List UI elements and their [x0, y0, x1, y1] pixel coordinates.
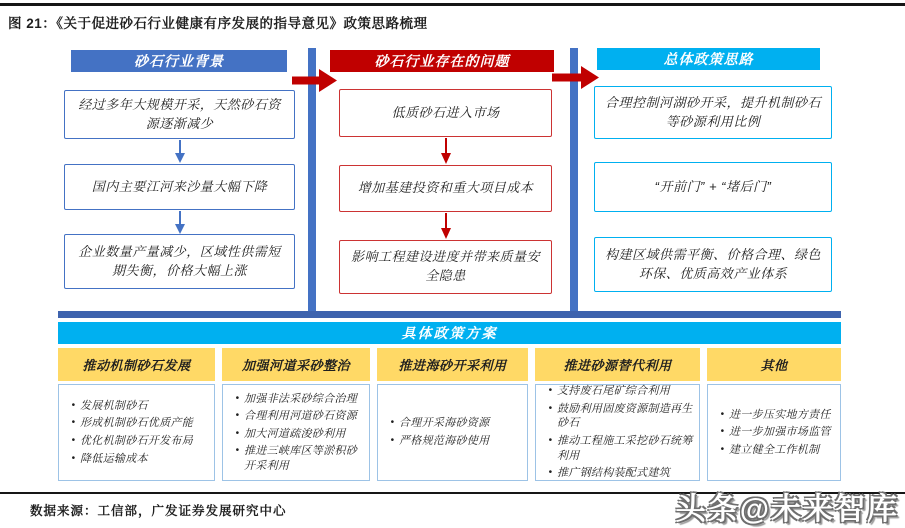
- background-box: 国内主要江河来沙量大幅下降: [64, 164, 295, 210]
- list-item: • 形成机制砂石优质产能: [67, 416, 210, 431]
- list-item: • 加强非法采砂综合治理: [231, 392, 365, 407]
- policy-column-header: 总体政策思路: [597, 48, 820, 70]
- watermark: 头条@未来智库: [675, 493, 899, 526]
- group-items-1: [222, 384, 370, 481]
- down-arrow-icon: [174, 140, 186, 163]
- group-header-1: 加强河道采砂整治: [222, 348, 370, 381]
- list-item: • 鼓励利用固废资源制造再生砂石: [544, 402, 695, 431]
- down-arrow-icon: [174, 211, 186, 234]
- group-header-2: 推进海砂开采利用: [377, 348, 528, 381]
- list-item: • 支持废石尾矿综合利用: [544, 384, 695, 399]
- bullet-icon: •: [235, 427, 240, 439]
- bullet-icon: •: [235, 410, 240, 422]
- section-bar: [58, 311, 841, 318]
- problems-column-header: 砂石行业存在的问题: [330, 50, 554, 72]
- group-items-3: [535, 384, 700, 481]
- problem-box: 增加基建投资和重大项目成本: [339, 165, 552, 212]
- right-arrow-icon: [292, 69, 337, 92]
- bullet-icon: •: [71, 417, 76, 429]
- group-header-4: 其他: [707, 348, 841, 381]
- source-note: 数据来源：工信部，广发证券发展研究中心: [30, 504, 287, 518]
- list-item: • 降低运输成本: [67, 452, 210, 467]
- bullet-icon: •: [720, 443, 725, 455]
- group-items-2: [377, 384, 528, 481]
- list-item: • 优化机制砂石开发布局: [67, 434, 210, 449]
- bullet-icon: •: [71, 435, 76, 446]
- bullet-icon: •: [548, 385, 553, 397]
- policy-box: 构建区域供需平衡、价格合理、绿色环保、优质高效产业体系: [594, 237, 832, 292]
- bullet-icon: •: [548, 435, 553, 446]
- list-item: • 建立健全工作机制: [716, 443, 836, 458]
- top-rule: [0, 3, 905, 6]
- bullet-icon: •: [390, 417, 395, 429]
- group-items-0: [58, 384, 215, 481]
- background-column-header: 砂石行业背景: [71, 50, 287, 72]
- bullet-icon: •: [390, 435, 395, 446]
- list-item: • 合理开采海砂资源: [386, 416, 523, 431]
- bullet-icon: •: [235, 392, 240, 404]
- group-header-3: 推进砂源替代利用: [535, 348, 700, 381]
- list-item: • 进一步压实地方责任: [716, 408, 836, 423]
- policy-box: 合理控制河湖砂开采，提升机制砂石等砂源利用比例: [594, 86, 832, 139]
- group-items-4: [707, 384, 841, 481]
- bullet-icon: •: [720, 408, 725, 420]
- bullet-icon: •: [720, 426, 725, 438]
- policy-box: “开前门” + “堵后门”: [594, 162, 832, 212]
- list-item: • 加大河道疏浚砂利用: [231, 427, 365, 442]
- list-item: • 推广钢结构装配式建筑: [544, 466, 695, 481]
- group-header-0: 推动机制砂石发展: [58, 348, 215, 381]
- figure-title: 图 21：《关于促进砂石行业健康有序发展的指导意见》政策思路梳理: [8, 16, 428, 31]
- list-item: • 发展机制砂石: [67, 399, 210, 414]
- bullet-icon: •: [548, 402, 553, 414]
- list-item: • 推进三峡库区等淤积砂开采利用: [231, 444, 365, 473]
- list-item: • 严格规范海砂使用: [386, 434, 523, 449]
- problem-box: 影响工程建设进度并带来质量安全隐患: [339, 240, 552, 294]
- list-item: • 推动工程施工采挖砂石统筹利用: [544, 434, 695, 463]
- bullet-icon: •: [235, 445, 240, 457]
- right-arrow-icon: [552, 66, 599, 89]
- problem-box: 低质砂石进入市场: [339, 89, 552, 137]
- background-box: 经过多年大规模开采，天然砂石资源逐渐减少: [64, 90, 295, 139]
- bullet-icon: •: [71, 452, 76, 464]
- background-box: 企业数量产量减少，区域性供需短期失衡，价格大幅上涨: [64, 234, 295, 289]
- bullet-icon: •: [71, 399, 76, 411]
- list-item: • 进一步加强市场监管: [716, 425, 836, 440]
- down-arrow-icon: [440, 138, 452, 164]
- bullet-icon: •: [548, 467, 553, 479]
- down-arrow-icon: [440, 213, 452, 239]
- list-item: • 合理利用河道砂石资源: [231, 409, 365, 424]
- policy-plan-header: 具体政策方案: [58, 322, 841, 344]
